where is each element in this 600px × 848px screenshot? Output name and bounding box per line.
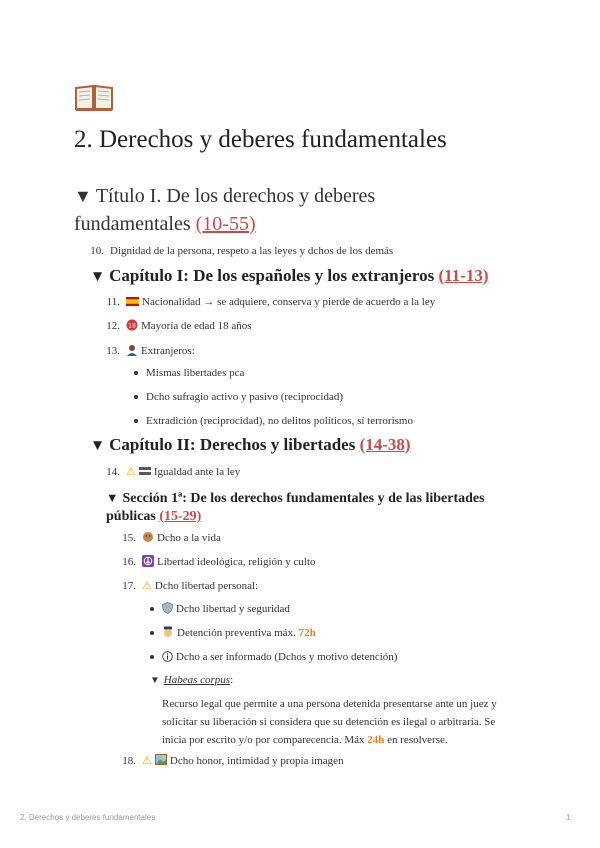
toggle-triangle[interactable]: ▼ bbox=[150, 675, 160, 686]
list-item bbox=[112, 555, 316, 568]
item-text: Libertad ideológica, religión y culto bbox=[157, 556, 316, 568]
item-number: 10. bbox=[90, 245, 104, 257]
warning-icon: ⚠ bbox=[126, 465, 136, 478]
item-number: 11. bbox=[106, 296, 120, 308]
list-item bbox=[96, 319, 252, 332]
toggle-triangle[interactable]: ▼ bbox=[74, 186, 92, 206]
police-officer-icon bbox=[162, 626, 174, 639]
item-text: Dcho libertad personal: bbox=[154, 580, 259, 592]
titulo-label-line1: Título I. De los derechos y deberes bbox=[95, 185, 376, 207]
list-item bbox=[96, 465, 240, 478]
page-title: 2. Derechos y deberes fundamentales bbox=[74, 126, 447, 153]
seccion-1-heading[interactable] bbox=[106, 489, 526, 526]
item-number: 14. bbox=[106, 466, 120, 478]
list-item bbox=[80, 245, 393, 257]
bullet-text: Dcho sufragio activo y pasivo (reciprocidad) bbox=[146, 391, 344, 403]
item-text: Nacionalidad → se adquiere, conserva y pierde de acuerdo a la ley bbox=[142, 296, 436, 308]
open-book-icon bbox=[74, 82, 114, 117]
page-number: 1 bbox=[566, 813, 571, 822]
item-number: 16. bbox=[122, 556, 136, 568]
seccion-1-label-line1: Sección 1ª: De los derechos fundamentales y de las libertades bbox=[122, 491, 485, 506]
colon: : bbox=[230, 674, 234, 686]
bullet-text: Mismas libertades pca bbox=[146, 367, 245, 379]
spain-flag-icon bbox=[126, 295, 139, 308]
highlight-72h: 72h bbox=[298, 627, 316, 639]
item-text: Extranjeros: bbox=[141, 345, 195, 357]
bullet-item bbox=[150, 626, 316, 639]
item-number: 13. bbox=[106, 345, 120, 357]
capitulo-2-ref-link[interactable]: (14-38) bbox=[359, 435, 411, 454]
item-text: Dignidad de la persona, respeto a las leyes y dchos de los demás bbox=[110, 245, 394, 257]
bullet-text: Extradición (reciprocidad), no delitos políticos, sí terrorismo bbox=[146, 415, 413, 427]
item-text: Dcho a la vida bbox=[157, 532, 221, 544]
seccion-1-ref-link[interactable]: (15-29) bbox=[159, 509, 202, 524]
info-icon bbox=[162, 650, 173, 663]
capitulo-2-label: Capítulo II: Derechos y libertades bbox=[109, 435, 356, 454]
bullet-text: Detención preventiva máx. bbox=[177, 627, 296, 639]
shield-icon bbox=[162, 602, 173, 615]
equals-icon bbox=[139, 465, 151, 478]
item-text: Igualdad ante la ley bbox=[153, 466, 241, 478]
titulo-heading[interactable] bbox=[74, 182, 534, 238]
item-text: Dcho honor, intimidad y propia imagen bbox=[169, 755, 344, 767]
highlight-24h: 24h bbox=[367, 734, 385, 746]
bullet-item bbox=[134, 391, 343, 403]
item-number: 17. bbox=[122, 580, 136, 592]
footer-left: 2. Derechos y deberes fundamentales bbox=[20, 813, 156, 822]
list-item bbox=[96, 344, 195, 357]
habeas-corpus-toggle[interactable] bbox=[150, 674, 233, 686]
habeas-corpus-paragraph bbox=[162, 695, 542, 749]
bullet-text: Dcho a ser informado (Dchos y motivo detención) bbox=[176, 651, 398, 663]
person-icon bbox=[126, 344, 138, 357]
titulo-ref-link[interactable]: (10-55) bbox=[195, 213, 256, 235]
capitulo-1-heading[interactable] bbox=[90, 266, 488, 286]
toggle-triangle[interactable]: ▼ bbox=[90, 437, 106, 454]
capitulo-1-label: Capítulo I: De los españoles y los extranjeros bbox=[109, 266, 435, 285]
paragraph-line: solicitar su liberación si considera que su detención es ilegal o arbitraria. Se bbox=[162, 716, 496, 728]
person-head-icon bbox=[142, 531, 154, 544]
bullet-item bbox=[134, 367, 244, 379]
item-text: Mayoría de edad 18 años bbox=[141, 320, 252, 332]
eighteen-icon bbox=[126, 319, 138, 332]
bullet-item bbox=[150, 650, 397, 663]
paragraph-line: Recurso legal que permite a una persona detenida presentarse ante un juez y bbox=[162, 698, 497, 710]
svg-text:18: 18 bbox=[128, 322, 136, 330]
habeas-corpus-label: Habeas corpus bbox=[163, 674, 231, 686]
titulo-label-line2: fundamentales bbox=[74, 213, 191, 235]
seccion-1-label-line2: públicas bbox=[106, 509, 156, 524]
capitulo-2-heading[interactable] bbox=[90, 435, 411, 455]
item-number: 12. bbox=[106, 320, 120, 332]
warning-icon: ⚠ bbox=[142, 754, 152, 767]
paragraph-line: en resolverse. bbox=[387, 734, 448, 746]
bullet-item bbox=[150, 602, 290, 615]
item-number: 15. bbox=[122, 532, 136, 544]
warning-icon: ⚠ bbox=[142, 579, 152, 592]
item-number: 18. bbox=[122, 755, 136, 767]
capitulo-1-ref-link[interactable]: (11-13) bbox=[438, 266, 489, 285]
list-item bbox=[112, 754, 344, 767]
peace-symbol-icon bbox=[142, 555, 154, 568]
toggle-triangle[interactable]: ▼ bbox=[90, 268, 106, 285]
list-item bbox=[96, 295, 435, 308]
toggle-triangle[interactable]: ▼ bbox=[106, 491, 119, 505]
list-item bbox=[112, 579, 258, 592]
list-item bbox=[112, 531, 221, 544]
bullet-item bbox=[134, 415, 413, 427]
bullet-text: Dcho libertad y seguridad bbox=[176, 603, 290, 615]
picture-icon bbox=[155, 754, 167, 767]
paragraph-line: inicia por escrito y/o por comparecencia. Máx bbox=[162, 734, 365, 746]
